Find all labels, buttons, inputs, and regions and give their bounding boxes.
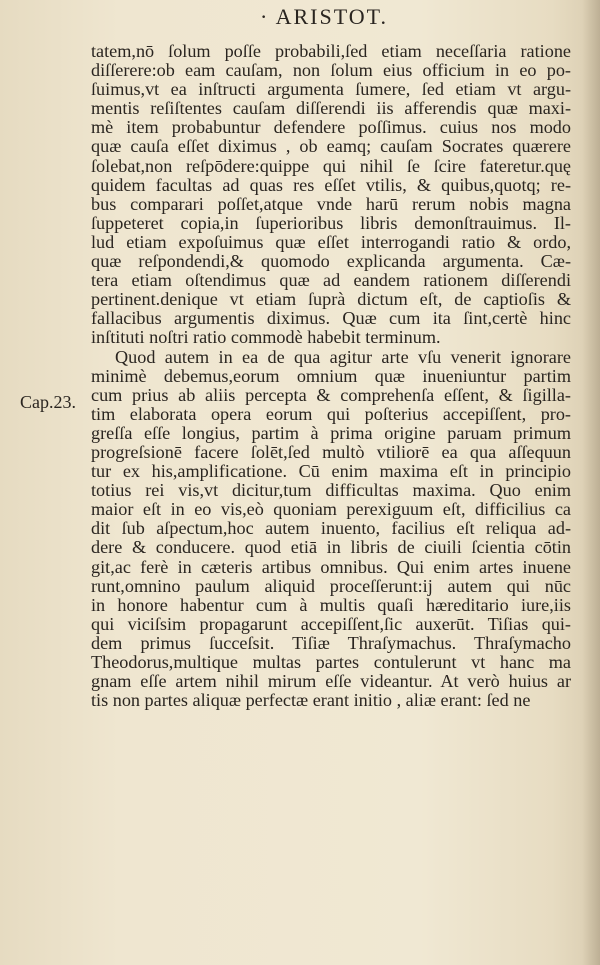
text-line: pertinent.denique vt etiam ſuprà dictum eſt, de captioſis &: [91, 289, 571, 310]
text-line: dere & conducere. quod etiā in libris de ciuili ſcientia cōtin: [91, 537, 571, 558]
text-line: tera etiam oſtendimus quæ ad eandem rationem diſſerendi: [91, 270, 571, 291]
text-line: tis non partes aliquæ perfectæ erant initio , aliæ erant: ſed ne: [91, 690, 531, 711]
text-line: diſſerere:ob eam cauſam, non ſolum eius officium in eo po-: [91, 60, 571, 81]
text-line: mentis reſiſtentes cauſam diſſerendi iis afferendis quæ maxi-: [91, 98, 571, 119]
text-line: git,ac ferè in cæteris artibus omnibus. Qui enim artes inuene: [91, 556, 571, 577]
text-line: inſtituti noſtri ratio commodè habebit terminum.: [91, 327, 441, 348]
text-line: dem primus ſucceſsit. Tiſiæ Thraſymachus. Thraſymacho: [91, 632, 571, 653]
text-line: minimè debemus,eorum omnium quæ inueniuntur partim: [91, 365, 571, 386]
paragraph: [91, 42, 571, 348]
text-line: progreſsionē facere ſolēt,ſed multò vtiliorē ea qua aſſequun: [91, 441, 571, 462]
text-line: maior eſt in eo vis,eò quoniam perexiguum eſt, difficilius ca: [91, 499, 571, 520]
text-line: tim elaborata opera eorum qui poſterius accepiſſent, pro-: [91, 403, 571, 424]
text-line: qui viciſsim propagarunt accepiſſent,ſic auxerūt. Tiſias qui-: [91, 613, 571, 634]
text-line: Quod autem in ea de qua agitur arte vſu venerit ignorare: [115, 346, 571, 367]
text-line: lud etiam expoſuimus quæ eſſet interrogandi ratio & ordo,: [91, 231, 571, 252]
text-line: gnam eſſe artem nihil mirum eſſe videantur. At verò huius ar: [91, 671, 571, 692]
page-edge-shadow: [582, 0, 600, 965]
text-line: ſuimus,vt ea inſtructi argumenta ſumere, ſed etiam vt argu-: [91, 79, 571, 100]
text-line: in honore habentur cum à multis quaſi hæreditario iure,iis: [91, 594, 571, 615]
chapter-margin-note: Cap.23.: [20, 392, 76, 412]
text-line: greſſa eſſe longius, partim à prima origine paruam primum: [91, 422, 571, 443]
text-line: bus comparari poſſet,atque vnde harū rerum nobis magna: [91, 193, 571, 214]
text-line: runt,omnino paulum aliquid proceſſerunt:ij autem qui nūc: [91, 575, 571, 596]
text-line: quidem facultas ad quas res eſſet vtilis, & quibus,quotq; re-: [91, 174, 571, 195]
text-line: cum prius ab aliis percepta & comprehenſa eſſent, & ſigilla-: [91, 384, 571, 405]
text-line: mè item probabuntur defendere poſſimus. cuius nos modo: [91, 117, 571, 138]
text-line: tatem,nō ſolum poſſe probabili,ſed etiam neceſſaria ratione: [91, 41, 571, 61]
body-text: [91, 42, 571, 710]
text-line: fallacibus argumentis diximus. Quæ cum ita ſint,certè hinc: [91, 308, 571, 329]
text-line: Theodorus,multique multas partes contulerunt vt hanc ma: [91, 652, 571, 672]
text-line: totius rei vis,vt dicitur,tum difficultas maxima. Quo enim: [91, 480, 571, 501]
paragraph: [91, 348, 571, 711]
text-line: quæ reſpondendi,& quomodo explicanda argumenta. Cæ-: [91, 251, 571, 272]
text-line: dit ſub aſpectum,hoc autem inuento, facilius eſt reliqua ad-: [91, 518, 571, 539]
text-line: ſolebat,non reſpōdere:quippe qui nihil ſe ſcire fateretur.quę: [91, 155, 571, 176]
text-line: ſuppeteret copia,in ſuperioribus libris demonſtrauimus. Il-: [91, 212, 571, 233]
running-title: · ARISTOT.: [260, 4, 388, 29]
text-line: tur ex his,amplificatione. Cū enim maxima eſt in principio: [91, 461, 571, 482]
text-line: quæ cauſa eſſet diximus , ob eamq; cauſam Socrates quærere: [91, 136, 571, 157]
